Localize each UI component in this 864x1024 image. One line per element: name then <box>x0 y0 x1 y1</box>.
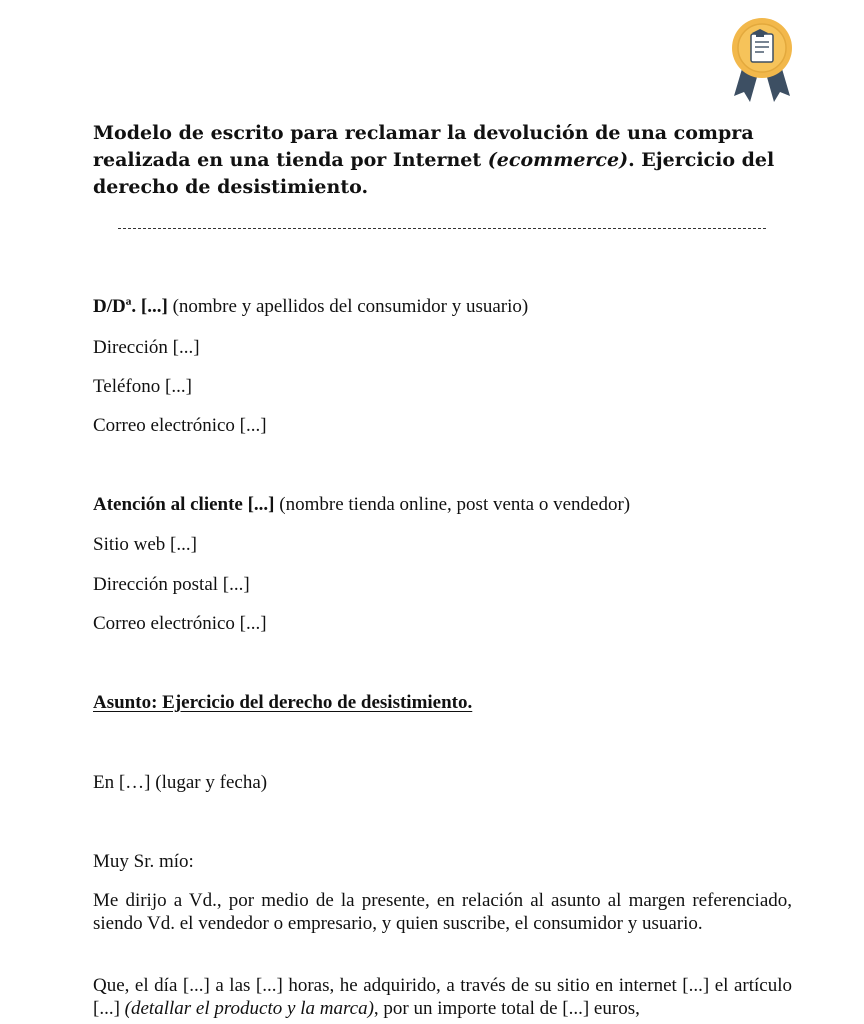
paragraph2-part1: Que, el día [...] a las [...] horas, he adquirido, a través de su sitio en internet [...] el artículo [...] <box>93 975 792 1019</box>
dashed-divider <box>118 228 766 229</box>
consumer-phone: Teléfono [...] <box>93 376 192 397</box>
consumer-address: Dirección [...] <box>93 337 200 358</box>
vendor-website: Sitio web [...] <box>93 534 197 555</box>
title-main: Modelo de escrito para reclamar la devolución de una compra realizada en una tienda por Internet <box>93 122 754 171</box>
consumer-email: Correo electrónico [...] <box>93 415 267 436</box>
title-tail: . Ejercicio del derecho de desistimiento. <box>93 149 775 198</box>
paragraph2-italic: (detallar el producto y la marca) <box>124 998 374 1019</box>
subject-line <box>93 691 472 715</box>
greeting-line: Muy Sr. mío: <box>93 851 194 872</box>
vendor-title-line <box>93 493 630 517</box>
vendor-email: Correo electrónico [...] <box>93 613 267 634</box>
body-paragraph-2 <box>93 974 792 1020</box>
consumer-name-line <box>93 295 528 319</box>
vendor-title-bold: Atención al cliente [...] <box>93 494 275 515</box>
place-date-line: En […] (lugar y fecha) <box>93 772 268 793</box>
consumer-name-bold: D/Dª. [...] <box>93 296 168 317</box>
body-paragraph-1: Me dirijo a Vd., por medio de la presente, en relación al asunto al margen referenciado, siendo Vd. el vendedor o empresario, y quien suscribe, el consumidor y usuario. <box>93 890 792 934</box>
award-ribbon-icon <box>726 16 798 108</box>
vendor-title-note: (nombre tienda online, post venta o vendedor) <box>274 494 631 515</box>
consumer-name-note: (nombre y apellidos del consumidor y usuario) <box>167 296 529 317</box>
subject-text: Asunto: Ejercicio del derecho de desistimiento. <box>93 692 473 713</box>
title-italic: (ecommerce) <box>487 149 629 171</box>
vendor-postal-address: Dirección postal [...] <box>93 574 250 595</box>
document-title <box>93 120 793 201</box>
paragraph2-part2: , por un importe total de [...] euros, <box>373 998 640 1019</box>
